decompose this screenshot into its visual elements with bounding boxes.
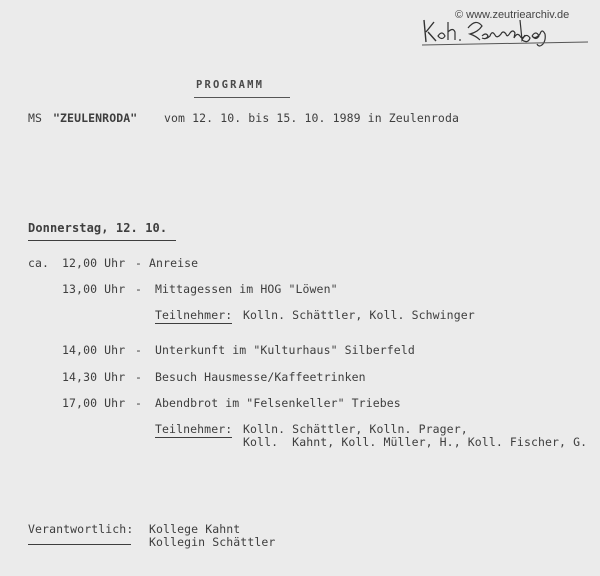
schedule-time: 14,30 Uhr xyxy=(62,370,126,384)
schedule-dash: - xyxy=(135,370,143,384)
schedule-event: Unterkunft im "Kulturhaus" Silberfeld xyxy=(155,343,415,357)
watermark-text: © www.zeutriearchiv.de xyxy=(455,9,570,21)
subtitle-date-range: vom 12. 10. bis 15. 10. 1989 in Zeulenroda xyxy=(164,111,459,125)
responsible-person: Kollege Kahnt xyxy=(149,522,241,536)
participants-list: Kolln. Schättler, Kolln. Prager, xyxy=(243,422,468,436)
schedule-time: 12,00 Uhr xyxy=(62,256,126,270)
participants-label: Teilnehmer: xyxy=(155,308,233,322)
schedule-event: Mittagessen im HOG "Löwen" xyxy=(155,282,338,296)
schedule-event: Besuch Hausmesse/Kaffeetrinken xyxy=(155,370,366,384)
participants-list: Koll. Kahnt, Koll. Müller, H., Koll. Fischer, G. xyxy=(243,435,588,449)
schedule-dash: - xyxy=(135,256,143,270)
page-title: PROGRAMM xyxy=(196,79,265,91)
subtitle-prefix: MS xyxy=(28,111,43,125)
schedule-dash: - xyxy=(135,396,143,410)
approx-label: ca. xyxy=(28,256,50,270)
schedule-time: 17,00 Uhr xyxy=(62,396,126,410)
day-heading: Donnerstag, 12. 10. xyxy=(28,221,168,235)
participants-label: Teilnehmer: xyxy=(155,422,233,436)
ship-name: "ZEULENRODA" xyxy=(53,111,138,125)
day-heading-underline xyxy=(28,240,176,241)
schedule-event: Abendbrot im "Felsenkeller" Triebes xyxy=(155,396,401,410)
title-underline xyxy=(194,97,290,98)
schedule-event: Anreise xyxy=(149,256,199,270)
schedule-dash: - xyxy=(135,343,143,357)
participants-list: Kolln. Schättler, Koll. Schwinger xyxy=(243,308,475,322)
schedule-time: 13,00 Uhr xyxy=(62,282,126,296)
responsible-label: Verantwortlich: xyxy=(28,522,134,536)
responsible-person: Kollegin Schättler xyxy=(149,535,276,549)
schedule-dash: - xyxy=(135,282,143,296)
schedule-time: 14,00 Uhr xyxy=(62,343,126,357)
handwritten-signature xyxy=(420,14,590,50)
responsible-underline xyxy=(28,544,131,545)
